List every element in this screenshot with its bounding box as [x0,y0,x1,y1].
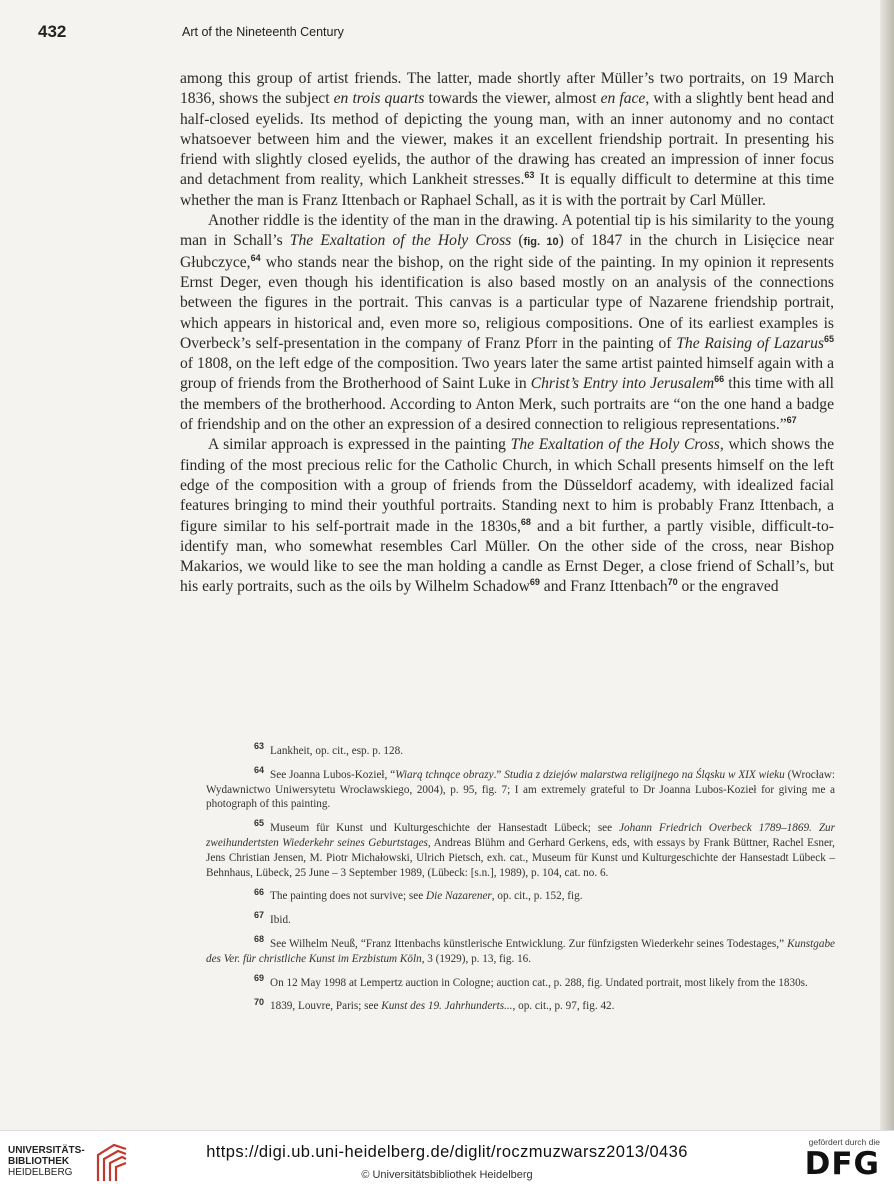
text-run: , with a slightly bent head and half-closed eyelids. Its method of depicting the young man, with an inner autonomy and no contact whatsoever between him and the viewer, makes it an excellent friendship portrait. In presenting his friend with slightly closed eyelids, the author of the drawing has created an impression of inner focus and detachment from reality, which Lankheit stresses. [180,90,834,189]
book-title: Art of the Nineteenth Century [182,25,344,39]
footnote-ref[interactable]: 63 [524,170,535,181]
footnote-text: Ibid. [270,914,291,927]
page-edge [880,0,894,1130]
text-run: this time with all the members of the brotherhood. According to Anton Merk, such portraits are “on the one hand a badge of friendship and on the other an expression of a desired connection to religious representations.” [180,375,834,434]
footnote-text: , op. cit., p. 152, fig. [491,890,583,903]
text-run: A similar approach is expressed in the painting [208,436,511,454]
footnote-text: The painting does not survive; see [270,890,426,903]
text-run: Another riddle is the identity of the man in the drawing. A potential tip is his similarity to the young man in Schall’s [180,212,834,250]
footnote-text: See Joanna Lubos-Kozieł, “ [270,768,396,781]
footnote-number: 64 [254,765,265,776]
footnote-66 [206,886,835,904]
footnote-ref[interactable]: 66 [714,374,725,385]
footnote-70 [206,996,835,1014]
page-number: 432 [38,22,67,41]
footnote-64 [206,765,836,812]
footnote-text: On 12 May 1998 at Lempertz auction in Cologne; auction cat., p. 288, fig. Undated portrait, most likely from the 1830s. [270,976,808,989]
artwork-title: The Raising of Lazarus [676,334,824,352]
text-run: , which shows the finding of the most precious relic for the Catholic Church, in which Schall presents himself on the left edge of the composition with a group of friends from the Düsseldorf academy, with idealized facial features bringing to mind their youthful portraits. Standing next to him is probably Franz Ittenbach, a figure similar to his self-portrait made in the 1830s, [180,436,834,535]
text-run: towards the viewer, almost [424,90,601,108]
text-run: and a bit further, a partly visible, difficult-to-identify man, who somewhat resembles Carl Müller. On the other side of the cross, near Bishop Makarios, we would like to see the man holding a candle as Ernst Deger, a close friend of Schall’s, but his early portraits, such as the oils by Wilhelm Schadow [180,517,834,596]
figure-ref[interactable]: fig. 10 [523,236,559,249]
footnote-text: , Andreas Blühm and Gerhard Gerkens, eds, with essays by Frank Büttner, Rachel Esner, Jens Christian Jensen, M. Piotr Michałowski, Ulrich Pietsch, exh. cat., Museum für Kunst und Kulturgeschichte der Hansestadt Lübeck – Behnhaus, Lübeck, 25 June – 3 September 1989, (Lübeck: [s.n.], 1989), p. 104, cat. no. 6. [206,836,835,879]
footnote-ref[interactable]: 67 [786,414,797,425]
dfg-wordmark: DFG [804,1146,880,1182]
footnote-ref[interactable]: 68 [520,516,531,527]
document-url[interactable]: https://digi.ub.uni-heidelberg.de/diglit/roczmuzwarsz2013/0436 [206,1143,688,1161]
footnote-65 [206,818,835,880]
footnote-italic: Johann Friedrich Overbeck 1789–1869. Zur zweihundertsten Wiederkehr seines Geburtstages [206,822,835,849]
footnotes [206,741,836,1023]
italic-term: en trois quarts [333,90,425,108]
footnote-ref[interactable]: 69 [529,577,540,588]
footnote-number: 67 [254,910,265,921]
footnote-text: Lankheit, op. cit., esp. p. 128. [270,745,403,757]
text-run: ) of 1847 in the church in Lisięcice near Głubczyce, [180,232,834,271]
dfg-caption: gefördert durch die [808,1137,880,1147]
footnote-text: , 3 (1929), p. 13, fig. 16. [421,952,532,965]
text-run: among this group of artist friends. The latter, made shortly after Müller’s two portraits, on 19 March 1836, shows the subject [180,70,834,108]
footnote-number: 69 [254,972,265,983]
footnote-ref[interactable]: 64 [250,252,261,263]
artwork-title: Christ’s Entry into Jerusalem [530,375,715,393]
footnote-text: 1839, Louvre, Paris; see [270,1000,382,1013]
footnote-italic: Die Nazarener [426,890,492,903]
footnote-text: See Wilhelm Neuß, “Franz Ittenbachs künstlerische Entwicklung. Zur fünfzigsten Wiederkehr seines Todestages,” [270,937,788,950]
italic-term: en face [600,90,646,108]
footnote-italic: Studia z dziejów malarstwa religijnego na Śląsku w XIX wieku [504,768,785,781]
footnote-number: 63 [254,741,265,752]
text-run: ( [511,232,524,250]
logo-line: UNIVERSITÄTS- [8,1145,85,1156]
footnote-68 [206,934,835,967]
digitization-footer [0,1130,894,1193]
text-run: or the engraved [677,578,779,596]
footnote-number: 68 [254,934,265,945]
footnote-text: .” [493,768,505,781]
text-run: who stands near the bishop, on the right side of the painting. In my opinion it represents Ernst Deger, even though his identification is also based mostly on an analysis of the connections between the figures in the portrait. This canvas is a particular type of Nazarene friendship portrait, which appears in historical and, even more so, religious compositions. One of its earliest examples is Overbeck’s self-presentation in the company of Franz Pforr in the painting of [180,253,834,352]
paragraph-1 [180,69,834,211]
text-run: It is equally difficult to determine at this time whether the man is Franz Ittenbach or Raphael Schall, as it is with the portrait by Carl Müller. [180,171,834,209]
footnote-ref[interactable]: 70 [667,577,678,588]
footnote-69 [206,972,835,991]
paragraph-3 [180,435,834,597]
footnote-number: 66 [254,886,265,897]
footnote-67 [206,910,835,928]
body-text [180,69,834,598]
footnote-text: (Wrocław: Wydawnictwo Uniwersytetu Wrocławskiego, 2004), p. 95, fig. 7; I am extremely grateful to Dr Joanna Lubos-Kozieł for giving me a photograph of this painting. [206,768,836,811]
footnote-number: 65 [254,818,265,829]
text-run: and Franz Ittenbach [539,578,668,596]
footnote-ref[interactable]: 65 [823,333,834,344]
footnote-text: Museum für Kunst und Kulturgeschichte der Hansestadt Lübeck; see [270,822,620,835]
footnote-number: 70 [254,996,265,1007]
artwork-title: The Exaltation of the Holy Cross [510,436,720,454]
footnote-63 [206,741,835,759]
footnote-italic: Wiarą tchnące obrazy [395,768,494,781]
dfg-logo[interactable] [790,1137,880,1187]
copyright-notice: © Universitätsbibliothek Heidelberg [361,1169,533,1181]
text-run: of 1808, on the left edge of the composition. Two years later the same artist painted himself again with a group of friends from the Brotherhood of Saint Luke in [180,355,834,393]
footnote-italic: Kunstgabe des Ver. für christliche Kunst im Erzbistum Köln [206,937,835,965]
paragraph-2 [180,211,834,435]
footnote-text: , op. cit., p. 97, fig. 42. [512,1000,615,1013]
logo-line: HEIDELBERG [8,1167,73,1178]
logo-line: BIBLIOTHEK [8,1156,70,1167]
running-header [38,22,864,44]
footnote-italic: Kunst des 19. Jahrhunderts... [381,1000,513,1013]
artwork-title: The Exaltation of the Holy Cross [289,232,512,250]
